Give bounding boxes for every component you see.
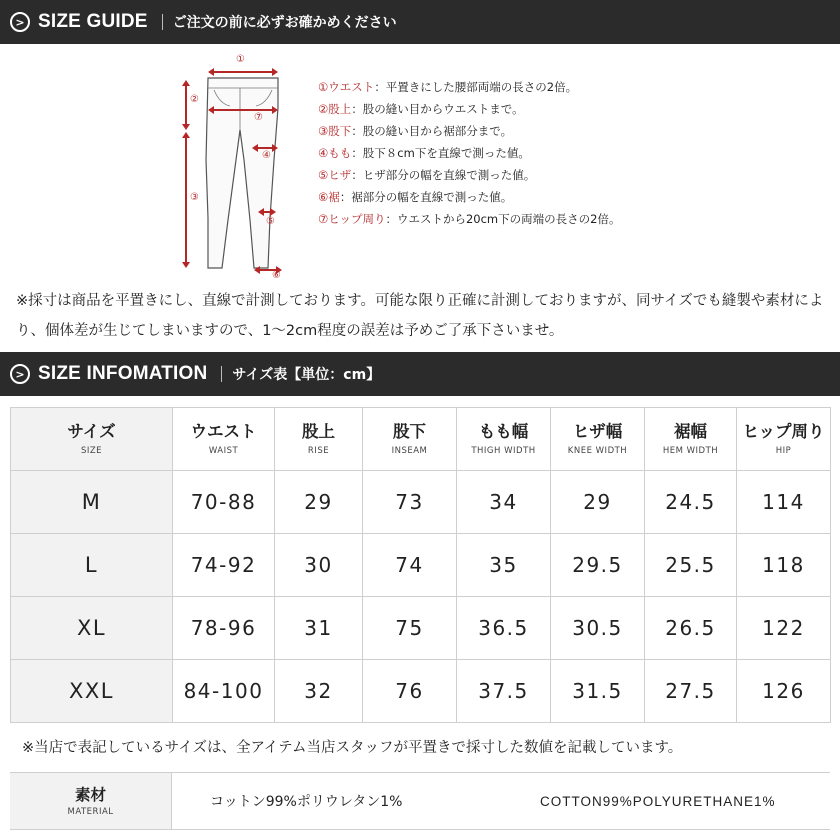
diagram-mark-6: ⑥ <box>272 270 281 281</box>
legend-row-waist: ①ウエスト：平置きにした腰部両端の長さの2倍。 <box>318 80 578 94</box>
cell-inseam: 75 <box>363 597 457 660</box>
material-row <box>10 772 830 830</box>
sizing-note: ※当店で表記しているサイズは、全アイテム当店スタッフが平置きで採寸した数値を記載しています。 <box>22 740 683 756</box>
cell-knee: 31.5 <box>551 660 645 723</box>
cell-hip: 126 <box>737 660 831 723</box>
cell-hem: 25.5 <box>645 534 737 597</box>
header-thigh: もも幅 THIGH WIDTH <box>457 408 551 471</box>
cell-thigh: 34 <box>457 471 551 534</box>
cell-thigh: 36.5 <box>457 597 551 660</box>
diagram-mark-4: ④ <box>262 150 271 161</box>
header-waist: ウエスト WAIST <box>173 408 275 471</box>
size-table <box>10 407 831 723</box>
pants-diagram <box>170 50 290 282</box>
cell-rise: 29 <box>275 471 363 534</box>
measurement-note: ※採寸は商品を平置きにし、直線で計測しております。可能な限り正確に計測しておりますが、同サイズでも縫製や素材により、個体差が生じてしまいますので、1〜2cm程度の誤差は予めご了承下さいませ。 <box>16 293 824 339</box>
cell-rise: 32 <box>275 660 363 723</box>
table-row <box>11 471 831 534</box>
cell-waist: 74-92 <box>173 534 275 597</box>
cell-thigh: 35 <box>457 534 551 597</box>
pants-outline-svg <box>170 50 290 282</box>
material-value-en: COTTON99%POLYURETHANE1% <box>540 793 776 809</box>
material-label-jp: 素材 <box>74 785 106 804</box>
header-hip: ヒップ周り HIP <box>737 408 831 471</box>
cell-waist: 78-96 <box>173 597 275 660</box>
cell-size: XL <box>11 597 173 660</box>
cell-rise: 30 <box>275 534 363 597</box>
table-row <box>11 534 831 597</box>
legend-row-thigh: ④もも：股下８cm下を直線で測った値。 <box>318 146 530 160</box>
legend-row-knee: ⑤ヒザ：ヒザ部分の幅を直線で測った値。 <box>318 168 536 182</box>
cell-inseam: 76 <box>363 660 457 723</box>
cell-hip: 122 <box>737 597 831 660</box>
diagram-mark-5: ⑤ <box>266 216 275 227</box>
size-guide-header <box>0 0 840 44</box>
size-info-header <box>0 352 840 396</box>
cell-hip: 118 <box>737 534 831 597</box>
cell-hem: 27.5 <box>645 660 737 723</box>
legend-row-hem: ⑥裾：裾部分の幅を直線で測った値。 <box>318 190 513 204</box>
diagram-mark-1: ① <box>236 54 245 65</box>
cell-waist: 70-88 <box>173 471 275 534</box>
cell-size: XXL <box>11 660 173 723</box>
cell-hem: 24.5 <box>645 471 737 534</box>
cell-rise: 31 <box>275 597 363 660</box>
table-row <box>11 660 831 723</box>
cell-hip: 114 <box>737 471 831 534</box>
header-divider <box>221 366 222 382</box>
size-guide-title: SIZE GUIDE <box>38 11 148 32</box>
chevron-circle-icon: > <box>10 12 30 32</box>
table-header-row <box>11 408 831 471</box>
cell-hem: 26.5 <box>645 597 737 660</box>
cell-size: L <box>11 534 173 597</box>
header-knee: ヒザ幅 KNEE WIDTH <box>551 408 645 471</box>
table-row <box>11 597 831 660</box>
cell-thigh: 37.5 <box>457 660 551 723</box>
legend-row-hip: ⑦ヒップ周り：ウエストから20cm下の両端の長さの2倍。 <box>318 212 621 226</box>
size-guide-subtitle: ご注文の前に必ずお確かめください <box>172 15 397 31</box>
material-label <box>10 773 172 829</box>
chevron-circle-icon: > <box>10 364 30 384</box>
size-info-subtitle: サイズ表【単位：cm】 <box>232 367 381 383</box>
material-value-jp: コットン99%ポリウレタン1% <box>210 794 403 810</box>
cell-knee: 30.5 <box>551 597 645 660</box>
size-info-title: SIZE INFOMATION <box>38 363 208 384</box>
material-label-en: MATERIAL <box>67 806 114 817</box>
header-size: サイズ SIZE <box>11 408 173 471</box>
diagram-mark-3: ③ <box>190 192 199 203</box>
cell-size: M <box>11 471 173 534</box>
measurement-legend <box>318 76 620 230</box>
header-inseam: 股下 INSEAM <box>363 408 457 471</box>
diagram-mark-2: ② <box>190 94 199 105</box>
diagram-mark-7: ⑦ <box>254 112 263 123</box>
cell-inseam: 73 <box>363 471 457 534</box>
legend-row-rise: ②股上：股の縫い目からウエストまで。 <box>318 102 524 116</box>
cell-knee: 29 <box>551 471 645 534</box>
cell-inseam: 74 <box>363 534 457 597</box>
cell-knee: 29.5 <box>551 534 645 597</box>
cell-waist: 84-100 <box>173 660 275 723</box>
header-rise: 股上 RISE <box>275 408 363 471</box>
header-hem: 裾幅 HEM WIDTH <box>645 408 737 471</box>
legend-row-inseam: ③股下：股の縫い目から裾部分まで。 <box>318 124 513 138</box>
header-divider <box>162 14 163 30</box>
